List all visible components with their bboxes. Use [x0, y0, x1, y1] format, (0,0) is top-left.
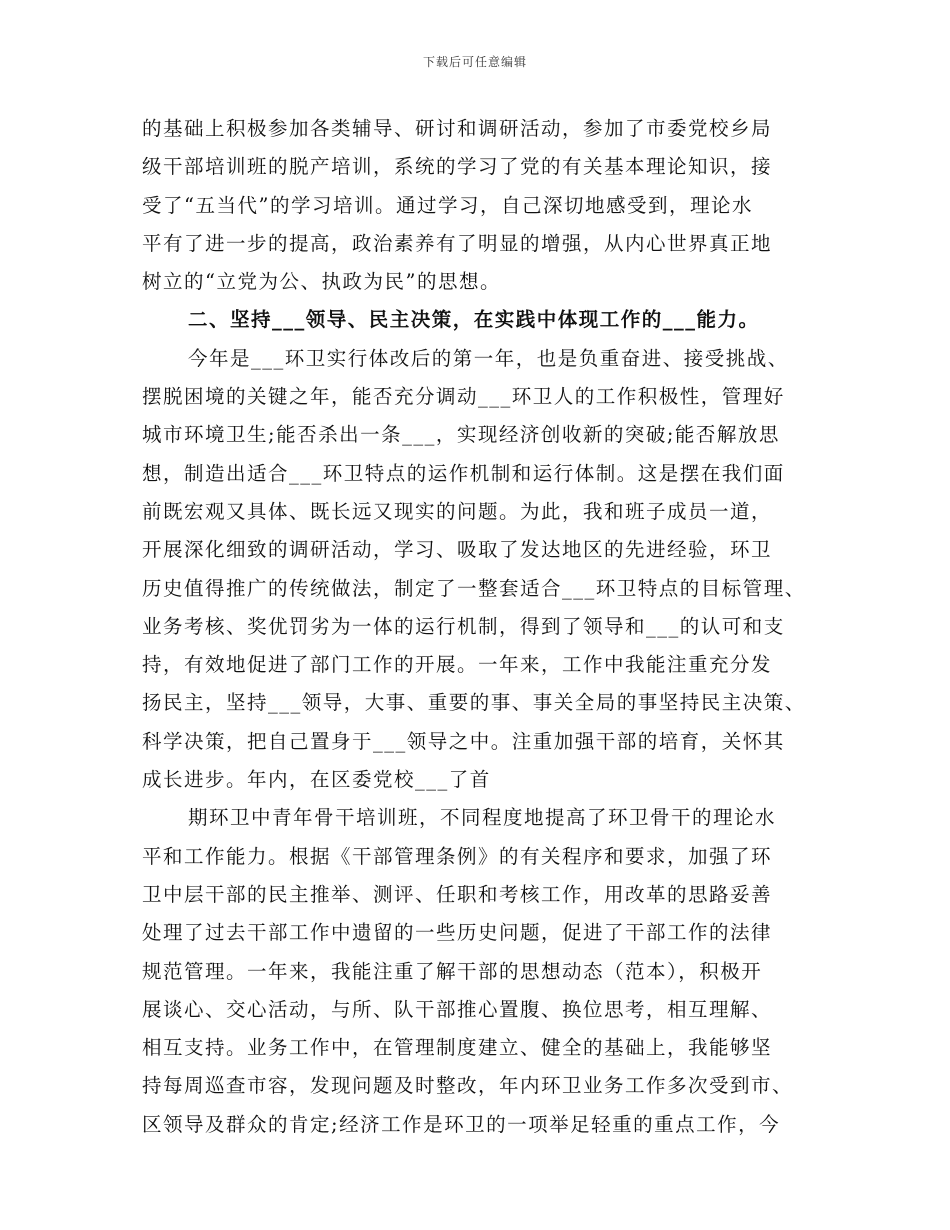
text-line: 今年是___环卫实行体改后的第一年，也是负重奋进、接受挑战、 [188, 346, 789, 370]
text-line: 科学决策，把自己置身于___领导之中。注重加强干部的培育，关怀其 [142, 729, 785, 753]
text-line: 展谈心、交心活动，与所、队干部推心置腹、换位思考，相互理解、 [142, 997, 773, 1021]
text-line: 平有了进一步的提高，政治素养有了明显的增强，从内心世界真正地 [142, 231, 773, 255]
text-line: 处理了过去干部工作中遗留的一些历史问题，促进了干部工作的法律 [142, 921, 773, 945]
section-heading: 二、坚持___领导、民主决策，在实践中体现工作的___能力。 [188, 308, 760, 332]
text-line: 卫中层干部的民主推举、测评、任职和考核工作，用改革的思路妥善 [142, 882, 773, 906]
text-line: 扬民主，坚持___领导，大事、重要的事、事关全局的事坚持民主决策、 [142, 691, 806, 715]
text-line: 历史值得推广的传统做法，制定了一整套适合___环卫特点的目标管理、 [142, 576, 806, 600]
text-line: 规范管理。一年来，我能注重了解干部的思想动态（范本），积极开 [142, 959, 763, 983]
text-line: 级干部培训班的脱产培训，系统的学习了党的有关基本理论知识，接 [142, 155, 773, 179]
text-line: 区领导及群众的肯定;经济工作是环卫的一项举足轻重的重点工作，今 [142, 1112, 781, 1136]
text-line: 树立的“立党为公、执政为民”的思想。 [142, 270, 501, 294]
text-line: 业务考核、奖优罚劣为一体的运行机制，得到了领导和___的认可和支 [142, 614, 785, 638]
text-line: 前既宏观又具体、既长远又现实的问题。为此，我和班子成员一道， [142, 499, 773, 523]
text-line: 持每周巡查市容，发现问题及时整改，年内环卫业务工作多次受到市、 [142, 1074, 794, 1098]
text-line: 开展深化细致的调研活动，学习、吸取了发达地区的先进经验，环卫 [142, 538, 773, 562]
text-line: 期环卫中青年骨干培训班，不同程度地提高了环卫骨干的理论水 [188, 806, 777, 830]
text-line: 想，制造出适合___环卫特点的运作机制和运行体制。这是摆在我们面 [142, 461, 785, 485]
document-body [142, 110, 822, 1144]
text-line: 摆脱困境的关键之年，能否充分调动___环卫人的工作积极性，管理好 [142, 385, 785, 409]
text-line: 持，有效地促进了部门工作的开展。一年来，工作中我能注重充分发 [142, 653, 773, 677]
text-line: 成长进步。年内，在区委党校___了首 [142, 768, 491, 792]
text-line: 城市环境卫生;能否杀出一条___，实现经济创收新的突破;能否解放思 [142, 423, 780, 447]
text-line: 相互支持。业务工作中，在管理制度建立、健全的基础上，我能够坚 [142, 1036, 773, 1060]
page-header: 下载后可任意编辑 [422, 55, 527, 69]
text-line: 的基础上积极参加各类辅导、研讨和调研活动，参加了市委党校乡局 [142, 117, 773, 140]
text-line: 受了“五当代”的学习培训。通过学习，自己深切地感受到，理论水 [142, 193, 753, 217]
text-line: 平和工作能力。根据《干部管理条例》的有关程序和要求，加强了环 [142, 844, 773, 868]
